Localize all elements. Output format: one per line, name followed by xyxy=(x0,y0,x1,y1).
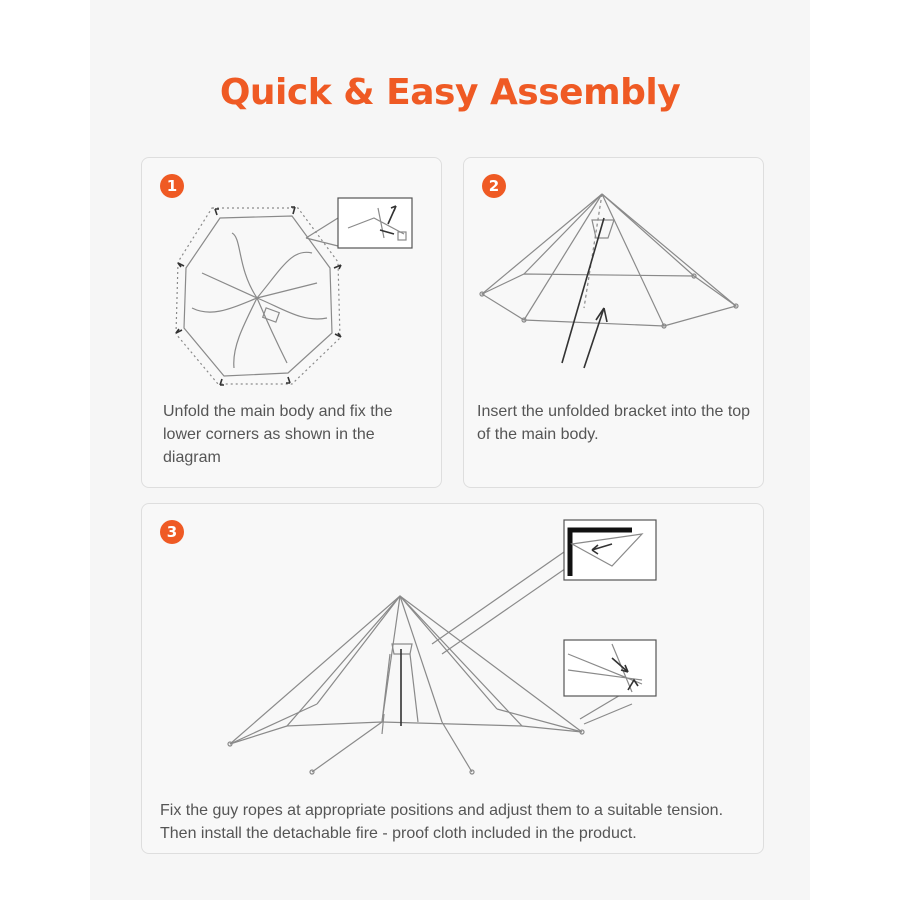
step-2-badge: 2 xyxy=(482,174,506,198)
step-2-card xyxy=(463,157,764,488)
step-1-card xyxy=(141,157,442,488)
step-1-caption: Unfold the main body and fix the lower corners as shown in the diagram xyxy=(163,403,393,466)
step-3-caption: Fix the guy ropes at appropriate positions and adjust them to a suitable tension. Then install the detachable fire - proof cloth included in the product. xyxy=(160,802,724,842)
step-3-badge: 3 xyxy=(160,520,184,544)
step-3-card xyxy=(141,503,764,854)
step-2-caption: Insert the unfolded bracket into the top of the main body. xyxy=(477,403,751,443)
page-title: Quick & Easy Assembly xyxy=(219,72,681,113)
step-1-badge: 1 xyxy=(160,174,184,198)
